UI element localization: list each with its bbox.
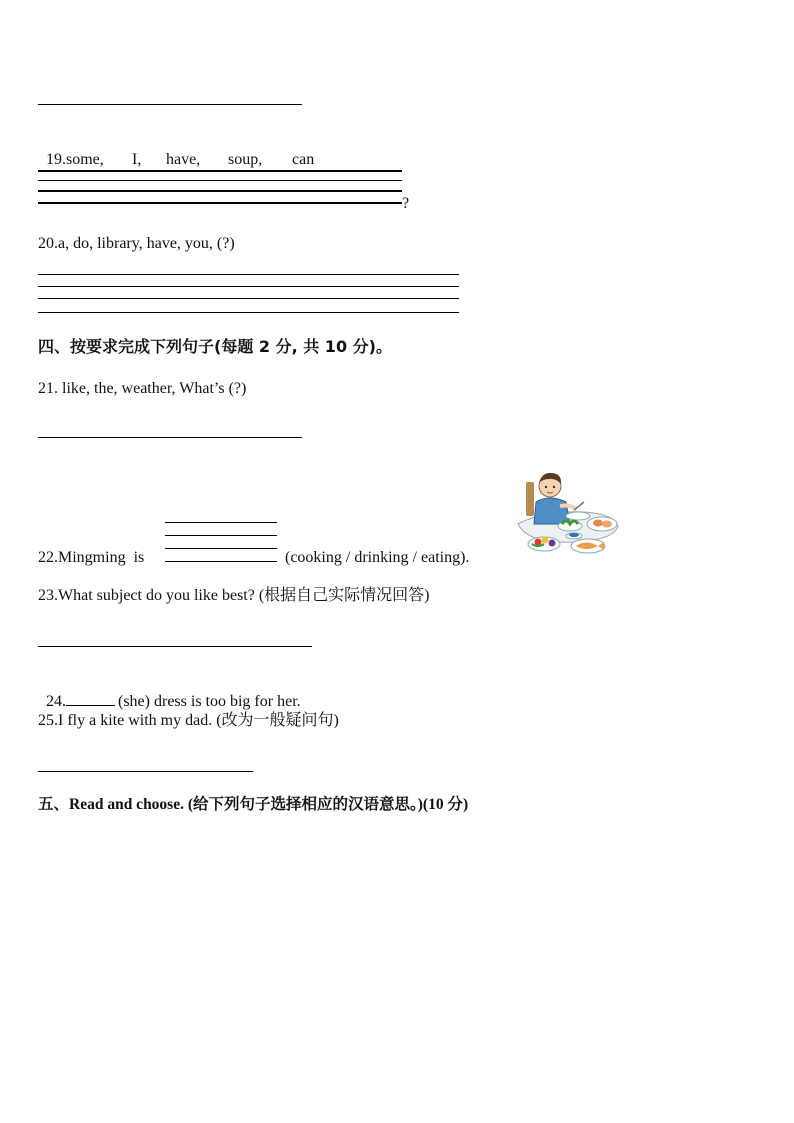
boy-eating-illustration (514, 466, 622, 560)
answer-line-22-b[interactable] (165, 535, 277, 536)
question-19 (38, 130, 314, 170)
question-22-options: (cooking / drinking / eating). (285, 549, 470, 566)
answer-line-19-d[interactable] (38, 202, 402, 204)
q19-word-3: have, (166, 151, 201, 168)
question-25: 25.I fly a kite with my dad. (改为一般疑问句) (38, 712, 339, 729)
answer-line-22-c[interactable] (165, 548, 277, 549)
question-21: 21. like, the, weather, What’s (?) (38, 380, 247, 397)
q19-word-5: can (292, 151, 315, 168)
answer-line-20-d[interactable] (38, 312, 459, 313)
answer-line-20-c[interactable] (38, 298, 459, 299)
answer-line-21[interactable] (38, 437, 302, 438)
question-24-text: (she) dress is too big for her. (118, 693, 301, 710)
answer-line-19-b[interactable] (38, 180, 402, 181)
question-24-number: 24. (46, 693, 66, 710)
answer-line-top[interactable] (38, 104, 302, 105)
question-24 (38, 670, 301, 712)
question-22-prefix: 22.Mingming is (38, 549, 145, 566)
q19-word-4: soup, (228, 151, 263, 168)
section-4-title: 四、按要求完成下列句子(每题 2 分, 共 10 分)。 (38, 337, 392, 356)
question-20: 20.a, do, library, have, you, (?) (38, 235, 235, 252)
answer-line-22-d[interactable] (165, 561, 277, 562)
section-5-title: 五、Read and choose. (给下列句子选择相应的汉语意思。)(10 分) (38, 796, 469, 813)
q19-word-2: I, (132, 151, 142, 168)
answer-line-25[interactable] (38, 771, 253, 772)
answer-blank-24[interactable] (66, 690, 115, 706)
q19-question-mark: ? (402, 195, 410, 212)
q19-word-1: some, (66, 151, 104, 168)
question-19-number: 19. (46, 151, 66, 168)
answer-line-22-a[interactable] (165, 522, 277, 523)
answer-line-20-b[interactable] (38, 286, 459, 287)
answer-line-19-c[interactable] (38, 190, 402, 192)
answer-line-19-a[interactable] (38, 170, 402, 172)
question-23: 23.What subject do you like best? (根据自己实际情况回答) (38, 587, 430, 604)
answer-line-20-a[interactable] (38, 274, 459, 275)
answer-line-23[interactable] (38, 646, 312, 647)
